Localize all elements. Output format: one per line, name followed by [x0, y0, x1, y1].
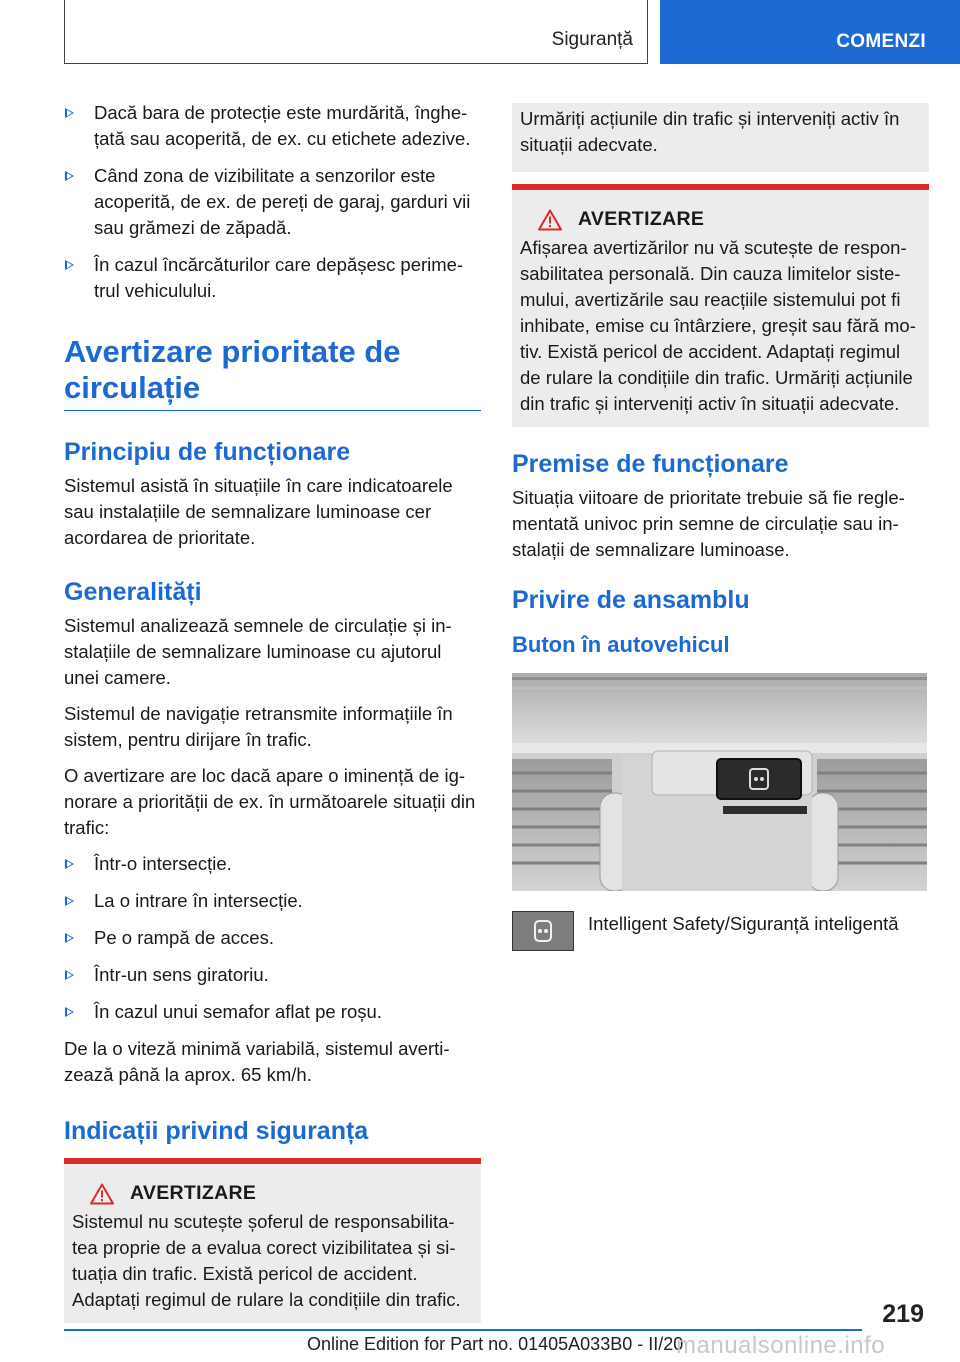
list-item: Dacă bara de protecție este murdărită, înghe-țată sau acoperită, de ex. cu etichete adezive. — [64, 100, 481, 152]
general-heading: Generalități — [64, 578, 202, 606]
button-legend-row — [512, 911, 929, 951]
header-section-title: Siguranță — [551, 29, 633, 50]
triangle-bullet-icon — [65, 970, 74, 980]
overview-heading: Privire de ansamblu — [512, 586, 750, 614]
principle-heading: Principiu de funcționare — [64, 438, 351, 466]
triangle-bullet-icon — [65, 108, 74, 118]
premises-text: Situația viitoare de prioritate trebuie să fie regle-mentată univoc prin semne de circulație sau in-stalații de semnalizare luminoase. — [512, 487, 905, 560]
footer-edition-text: Online Edition for Part no. 01405A033B0 - II/20 — [307, 1334, 684, 1354]
header-chapter-tab[interactable] — [660, 0, 960, 64]
situation-bullet-list — [64, 851, 481, 1025]
right-column — [512, 103, 929, 951]
warning-title-row — [90, 1182, 473, 1205]
header-chapter-title: COMENZI — [836, 31, 926, 52]
principle-text: Sistemul asistă în situațiile în care indicatoarele sau instalațiile de semnalizare luminoase cer acordarea de prioritate. — [64, 475, 453, 548]
triangle-bullet-icon — [65, 896, 74, 906]
general-paragraph-1: Sistemul analizează semnele de circulație și in-stalațiile de semnalizare luminoase cu ajutorul unei camere. — [64, 615, 452, 688]
warning-title: AVERTIZARE — [578, 208, 705, 230]
triangle-bullet-icon — [65, 260, 74, 270]
list-item: Într-un sens giratoriu. — [64, 962, 481, 988]
warning-triangle-icon — [538, 209, 562, 231]
warning-box — [512, 184, 929, 427]
list-item: Când zona de vizibilitate a senzorilor este acoperită, de ex. de pereți de garaj, garduri vii sau grămezi de zăpadă. — [64, 163, 481, 241]
watermark-text: manualsonline.info — [676, 1332, 886, 1359]
button-subheading: Buton în autovehicul — [512, 632, 730, 657]
warning-title: AVERTIZARE — [130, 1182, 257, 1204]
list-item: În cazul unui semafor aflat pe roșu. — [64, 999, 481, 1025]
triangle-bullet-icon — [65, 859, 74, 869]
header-section-box — [64, 0, 648, 64]
triangle-bullet-icon — [65, 171, 74, 181]
warning-continued-text: Urmăriți acțiunile din trafic și interveniți activ în situații adecvate. — [520, 108, 900, 155]
triangle-bullet-icon — [65, 1007, 74, 1017]
general-paragraph-3: O avertizare are loc dacă apare o iminență de ig-norare a priorității de ex. în următoarele situații din trafic: — [64, 765, 476, 838]
top-bullet-list — [64, 100, 481, 304]
triangle-bullet-icon — [65, 933, 74, 943]
general-paragraph-2: Sistemul de navigație retransmite informațiile în sistem, pentru dirijare în trafic. — [64, 703, 453, 750]
car-console-illustration — [512, 673, 927, 891]
general-paragraph-4: De la o viteză minimă variabilă, sistemul averti-zează până la aprox. 65 km/h. — [64, 1038, 450, 1085]
warning-title-row — [538, 208, 921, 231]
list-item: Pe o rampă de acces. — [64, 925, 481, 951]
car-console-photo — [512, 673, 927, 891]
warning-continued-box — [512, 103, 929, 172]
chapter-heading: Avertizare prioritate de circulație — [64, 334, 481, 411]
list-item: Într-o intersecție. — [64, 851, 481, 877]
left-column — [64, 100, 481, 1323]
safety-heading: Indicații privind siguranța — [64, 1117, 369, 1145]
warning-triangle-icon — [90, 1183, 114, 1205]
footer-divider — [64, 1329, 862, 1331]
page-number: 219 — [882, 1300, 924, 1328]
button-legend-label: Intelligent Safety/Siguranță inteligentă — [588, 913, 899, 934]
list-item: În cazul încărcăturilor care depășesc perime-trul vehiculului. — [64, 252, 481, 304]
warning-text: Afișarea avertizărilor nu vă scutește de respon-sabilitatea personală. Din cauza limitelor siste-mului, avertizările sau reacțiile sistemului pot fi inhibate, emise cu întârziere, greșit sau fără mo-tiv. Există pericol de accident. Adaptați regimul de rulare la condițiile din trafic. Urmăriți acțiunile din trafic și interveniți activ în situații adecvate. — [520, 237, 916, 414]
premises-heading: Premise de funcționare — [512, 450, 789, 478]
warning-text: Sistemul nu scutește șoferul de responsabilita-tea proprie de a evalua corect vizibilitatea și si-tuația din trafic. Există pericol de accident. Adaptați regimul de rulare la condițiile din trafic. — [72, 1211, 461, 1310]
warning-box — [64, 1158, 481, 1323]
intelligent-safety-icon — [512, 911, 574, 951]
list-item: La o intrare în intersecție. — [64, 888, 481, 914]
